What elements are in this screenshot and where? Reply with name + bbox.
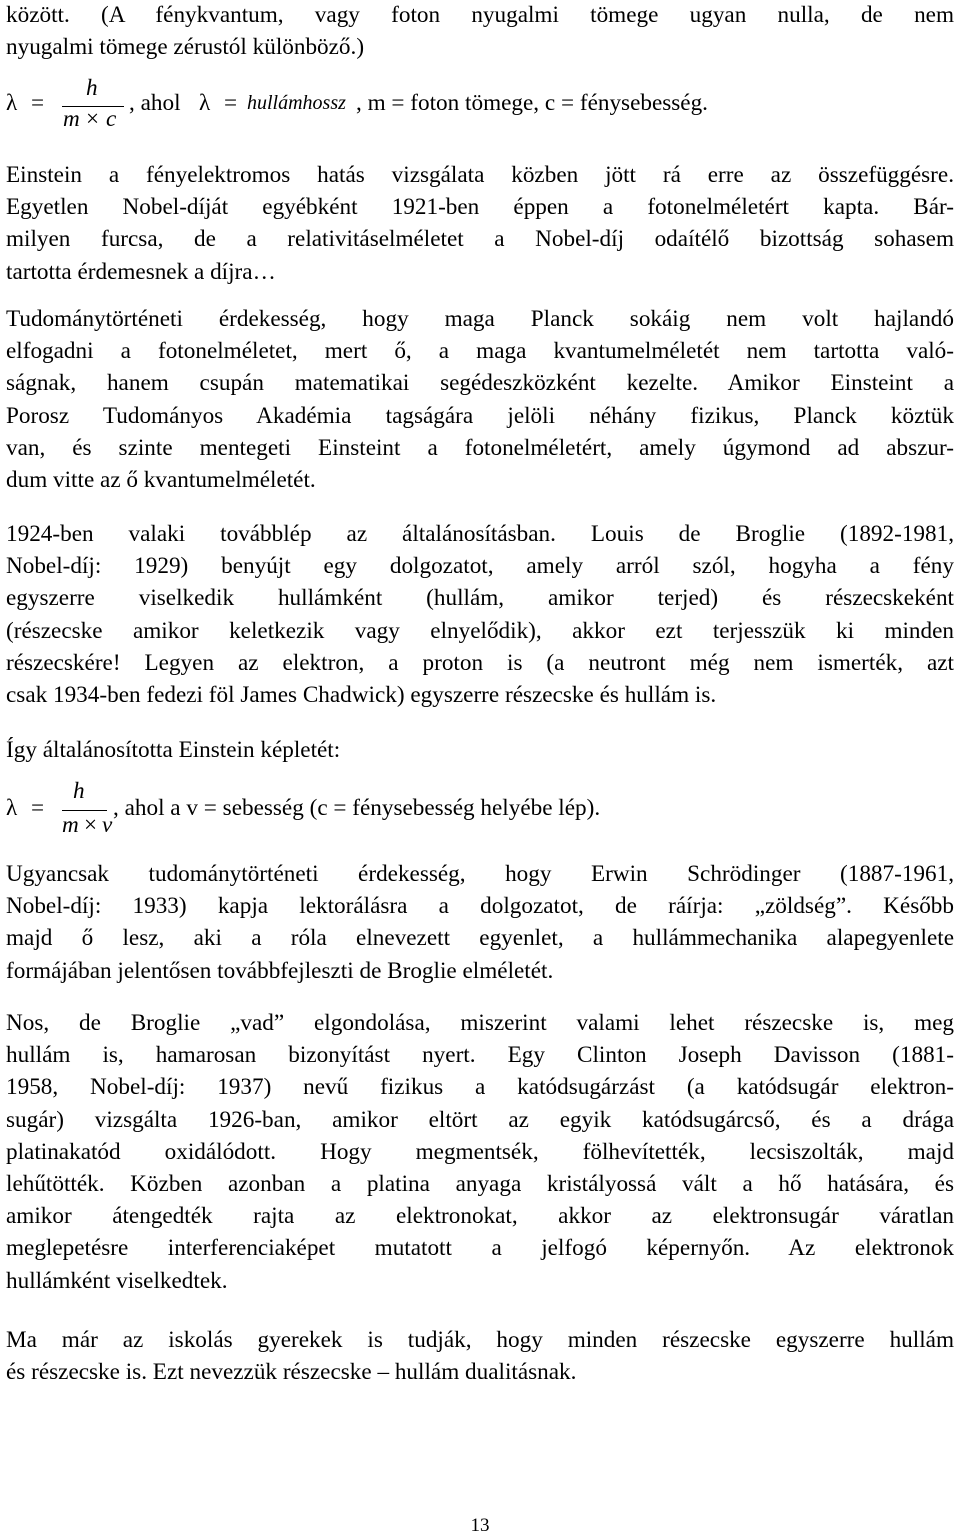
text-line: Egyetlen Nobel-díját egyébként 1921-ben éppen a fotonelméletért kapta. Bár- <box>6 194 954 221</box>
text-line: Nobel-díj: 1933) kapja lektorálásra a dolgozatot, de ráírja: „zöldség”. Később <box>6 893 954 920</box>
formula-equals-2: = <box>224 90 238 116</box>
text-line: formájában jelentősen továbbfejleszti de Broglie elméletét. <box>6 957 554 984</box>
formula-definitions: , m = foton tömege, c = fénysebesség. <box>356 90 708 116</box>
text-line: nyugalmi tömege zérustól különböző.) <box>6 34 365 61</box>
paragraph-6 <box>6 858 954 987</box>
formula-times: × <box>86 106 100 132</box>
formula-text-ahol: , ahol <box>129 90 181 116</box>
text-line: milyen furcsa, de a relativitáselméletet a Nobel-díj odaítélő bizottság sohasem <box>6 226 954 253</box>
formula-equals: = <box>31 90 45 116</box>
paragraph-4 <box>6 518 954 711</box>
text-line: 1924-ben valaki továbblép az általánosításban. Louis de Broglie (1892-1981, <box>6 521 954 547</box>
text-line: 1958, Nobel-díj: 1937) nevű fizikus a katódsugárzást (a katódsugár elektron- <box>6 1074 954 1101</box>
paragraph-7 <box>6 1007 954 1297</box>
text-line: hullámként viselkedtek. <box>6 1267 228 1294</box>
text-line: ságnak, hanem csupán matematikai segédeszközként kezelte. Amikor Einsteint a <box>6 370 954 397</box>
text-line: Porosz Tudományos Akadémia tagságára jelöli néhány fizikus, Planck köztük <box>6 402 954 429</box>
text-line: egyszerre viselkedik hullámként (hullám, amikor terjed) és részecskeként <box>6 585 954 612</box>
formula-de-broglie <box>0 779 960 849</box>
formula-numerator: h <box>73 778 85 804</box>
text-line: majd ő lesz, aki a róla elnevezett egyenlet, a hullámmechanika alapegyenlete <box>6 925 954 952</box>
text-line: meglepetésre interferenciaképet mutatott a jelfogó képernyőn. Az elektronok <box>6 1235 954 1262</box>
text-line: Nobel-díj: 1929) benyújt egy dolgozatot, amely arról szól, hogyha a fény <box>6 553 954 580</box>
text-line: sugár) vizsgálta 1926-ban, amikor eltört az egyik katódsugárcső, és a drága <box>6 1106 954 1133</box>
text-line: Einstein a fényelektromos hatás vizsgálata közben jött rá erre az összefüggésre. <box>6 162 954 188</box>
text-line: és részecske is. Ezt nevezzük részecske – hullám dualitásnak. <box>6 1359 577 1386</box>
page-number: 13 <box>470 1515 490 1536</box>
text-line: platinakatód oxidálódott. Hogy megmentsék, fölhevítették, lecsiszolták, majd <box>6 1138 954 1165</box>
formula-equals: = <box>31 795 45 821</box>
text-line: elfogadni a fotonelméletet, mert ő, a maga kvantumelméletét nem tartotta való- <box>6 338 954 365</box>
text-line: Ugyancsak tudománytörténeti érdekesség, hogy Erwin Schrödinger (1887-1961, <box>6 861 954 887</box>
text-line: tartotta érdemesnek a díjra… <box>6 258 276 285</box>
formula-denominator-m: m <box>62 812 79 838</box>
formula-explanation: , ahol a v = sebesség (c = fénysebesség helyébe lép). <box>113 795 601 821</box>
text-line: Ma már az iskolás gyerekek is tudják, hogy minden részecske egyszerre hullám <box>6 1327 954 1353</box>
paragraph-2 <box>6 159 954 288</box>
formula-denominator-v: v <box>102 812 113 838</box>
text-line: (részecske amikor keletkezik vagy elnyelődik), akkor ezt terjesszük ki minden <box>6 617 954 644</box>
text-line: között. (A fénykvantum, vagy foton nyugalmi tömege ugyan nulla, de nem <box>6 2 954 28</box>
text-line: amikor átengedték rajta az elektronokat, akkor az elektronsugár váratlan <box>6 1203 954 1230</box>
text-line: hullám is, hamarosan bizonyítást nyert. Egy Clinton Joseph Davisson (1881- <box>6 1042 954 1069</box>
text-line: Tudománytörténeti érdekesség, hogy maga Planck sokáig nem volt hajlandó <box>6 306 954 332</box>
formula-denominator-m: m <box>63 106 80 132</box>
formula-lambda: λ <box>6 795 18 821</box>
text-line: lehűtötték. Közben azonban a platina anyaga kristályossá vált a hő hatására, és <box>6 1171 954 1198</box>
formula-times: × <box>84 812 98 838</box>
paragraph-8 <box>6 1324 954 1388</box>
text-line: van, és szinte mentegeti Einsteint a fotonelméletért, amely úgymond ad abszur- <box>6 434 954 461</box>
formula-lambda-2: λ <box>199 90 211 116</box>
text-line: részecskére! Legyen az elektron, a proton is (a neutront még nem ismerték, azt <box>6 649 954 676</box>
formula-wavelength-photon <box>0 76 960 146</box>
paragraph-3 <box>6 303 954 496</box>
formula-lambda: λ <box>6 90 18 116</box>
text-line: Nos, de Broglie „vad” elgondolása, miszerint valami lehet részecske is, meg <box>6 1010 954 1036</box>
paragraph-1 <box>6 0 954 63</box>
paragraph-5 <box>6 734 954 766</box>
formula-numerator: h <box>86 75 98 101</box>
text-line: csak 1934-ben fedezi föl James Chadwick) egyszerre részecske és hullám is. <box>6 682 717 709</box>
formula-term-hullamhossz: hullámhossz <box>247 92 346 114</box>
text-line: Így általánosította Einstein képletét: <box>6 737 341 763</box>
formula-denominator-c: c <box>106 106 117 132</box>
text-line: dum vitte az ő kvantumelméletét. <box>6 467 316 494</box>
